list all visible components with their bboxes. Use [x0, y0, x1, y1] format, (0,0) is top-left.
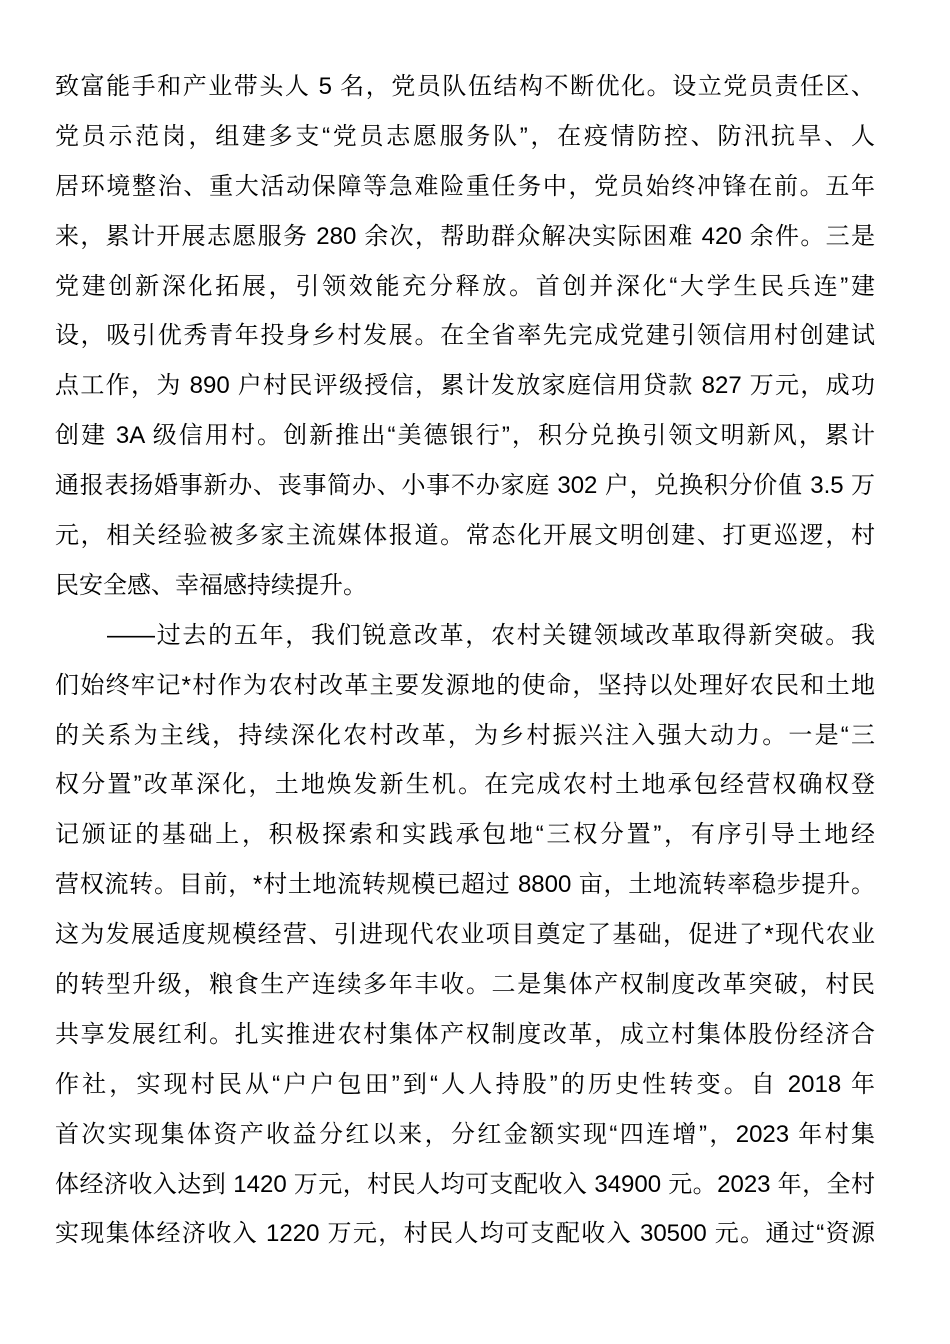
text-line: 来，累计开展志愿服务 280 余次，帮助群众解决实际困难 420 余件。三是: [55, 222, 875, 250]
text-line: 致富能手和产业带头人 5 名，党员队伍结构不断优化。设立党员责任区、: [55, 73, 875, 100]
text-line: 点工作，为 890 户村民评级授信，累计发放家庭信用贷款 827 万元，成功: [55, 372, 875, 400]
text-line: 民安全感、幸福感持续提升。: [55, 571, 367, 599]
text-line: 营权流转。目前，*村土地流转规模已超过 8800 亩，土地流转率稳步提升。: [55, 871, 875, 899]
text-line: 元，相关经验被多家主流媒体报道。常态化开展文明创建、打更巡逻，村: [55, 522, 875, 550]
text-line: 党员示范岗，组建多支“党员志愿服务队”，在疫情防控、防汛抗旱、人: [55, 122, 875, 150]
paragraph: [55, 62, 875, 611]
text-line: 体经济收入达到 1420 万元，村民人均可支配收入 34900 元。2023 年，全村: [55, 1170, 875, 1198]
text-line: 党建创新深化拓展，引领效能充分释放。首创并深化“大学生民兵连”建: [55, 272, 875, 300]
text-line: 们始终牢记*村作为农村改革主要发源地的使命，坚持以处理好农民和土地: [55, 671, 875, 699]
text-line: ——过去的五年，我们锐意改革，农村关键领域改革取得新突破。我: [107, 621, 875, 649]
text-line: 创建 3A 级信用村。创新推出“美德银行”，积分兑换引领文明新风，累计: [55, 422, 875, 450]
text-line: 首次实现集体资产收益分红以来，分红金额实现“四连增”，2023 年村集: [55, 1120, 875, 1148]
paragraph: [55, 611, 875, 1260]
text-line: 作社，实现村民从“户户包田”到“人人持股”的历史性转变。自 2018 年: [55, 1070, 875, 1098]
text-line: 权分置”改革深化，土地焕发新生机。在完成农村土地承包经营权确权登: [55, 771, 875, 799]
text-line: 这为发展适度规模经营、引进现代农业项目奠定了基础，促进了*现代农业: [55, 921, 875, 949]
text-line: 设，吸引优秀青年投身乡村发展。在全省率先完成党建引领信用村创建试: [55, 322, 875, 350]
document-body: [55, 62, 875, 1259]
text-line: 通报表扬婚事新办、丧事简办、小事不办家庭 302 户，兑换积分价值 3.5 万: [55, 472, 875, 500]
text-line: 实现集体经济收入 1220 万元，村民人均可支配收入 30500 元。通过“资源: [55, 1220, 875, 1248]
text-line: 的关系为主线，持续深化农村改革，为乡村振兴注入强大动力。一是“三: [55, 721, 875, 749]
text-line: 共享发展红利。扎实推进农村集体产权制度改革，成立村集体股份经济合: [55, 1020, 875, 1048]
text-line: 记颁证的基础上，积极探索和实践承包地“三权分置”，有序引导土地经: [55, 821, 875, 849]
text-line: 居环境整治、重大活动保障等急难险重任务中，党员始终冲锋在前。五年: [55, 172, 875, 200]
text-line: 的转型升级，粮食生产连续多年丰收。二是集体产权制度改革突破，村民: [55, 971, 875, 999]
